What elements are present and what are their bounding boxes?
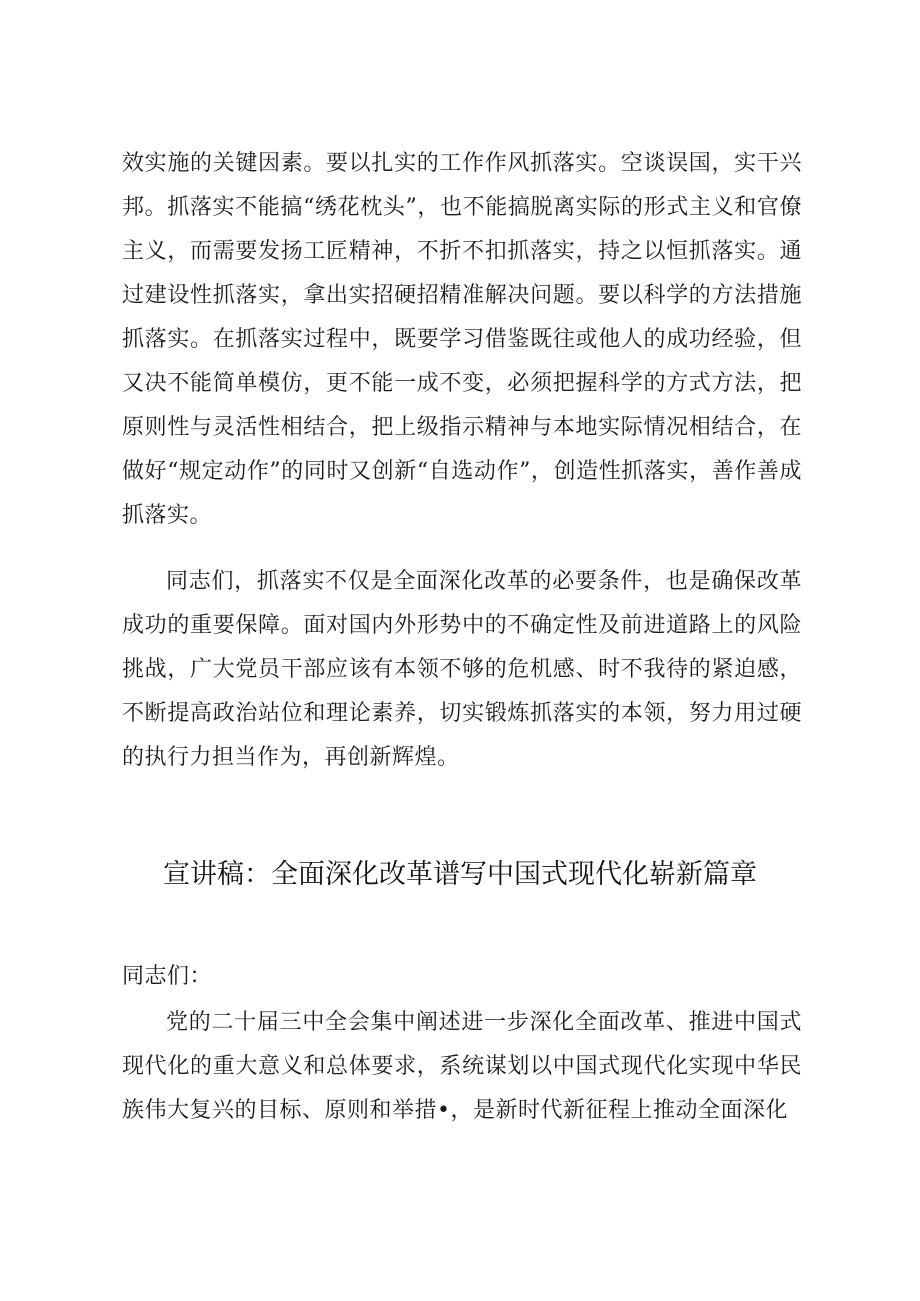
salutation-block: [122, 955, 802, 999]
text-block-conclusion: [122, 560, 802, 780]
document-title: 宣讲稿：全面深化改革谱写中国式现代化崭新篇章: [163, 859, 757, 890]
paragraph-conclusion: 同志们，抓落实不仅是全面深化改革的必要条件，也是确保改革成功的重要保障。面对国内外形势中的不确定性及前进道路上的风险挑战，广大党员干部应该有本领不够的危机感、时不我待的紧迫感，不断提高政治站位和理论素养，切实锻炼抓落实的本领，努力用过硬的执行力担当作为，再创新辉煌。: [122, 569, 802, 770]
text-block-continuation: [122, 142, 802, 538]
text-block-opening: [122, 1001, 802, 1133]
paragraph-continuation: 效实施的关键因素。要以扎实的工作作风抓落实。空谈误国，实干兴邦。抓落实不能搞“绣花枕头”，也不能搞脱离实际的形式主义和官僚主义，而需要发扬工匠精神，不折不扣抓落实，持之以恒抓落实。通过建设性抓落实，拿出实招硬招精准解决问题。要以科学的方法措施抓落实。在抓落实过程中，既要学习借鉴既往或他人的成功经验，但又决不能简单模仿，更不能一成不变，必须把握科学的方式方法，把原则性与灵活性相结合，把上级指示精神与本地实际情况相结合，在做好“规定动作”的同时又创新“自选动作”，创造性抓落实，善作善成抓落实。: [122, 151, 802, 528]
paragraph-opening: 党的二十届三中全会集中阐述进一步深化全面改革、推进中国式现代化的重大意义和总体要求，系统谋划以中国式现代化实现中华民族伟大复兴的目标、原则和举措•，是新时代新征程上推动全面深化: [122, 1010, 802, 1123]
salutation: 同志们：: [122, 964, 213, 989]
